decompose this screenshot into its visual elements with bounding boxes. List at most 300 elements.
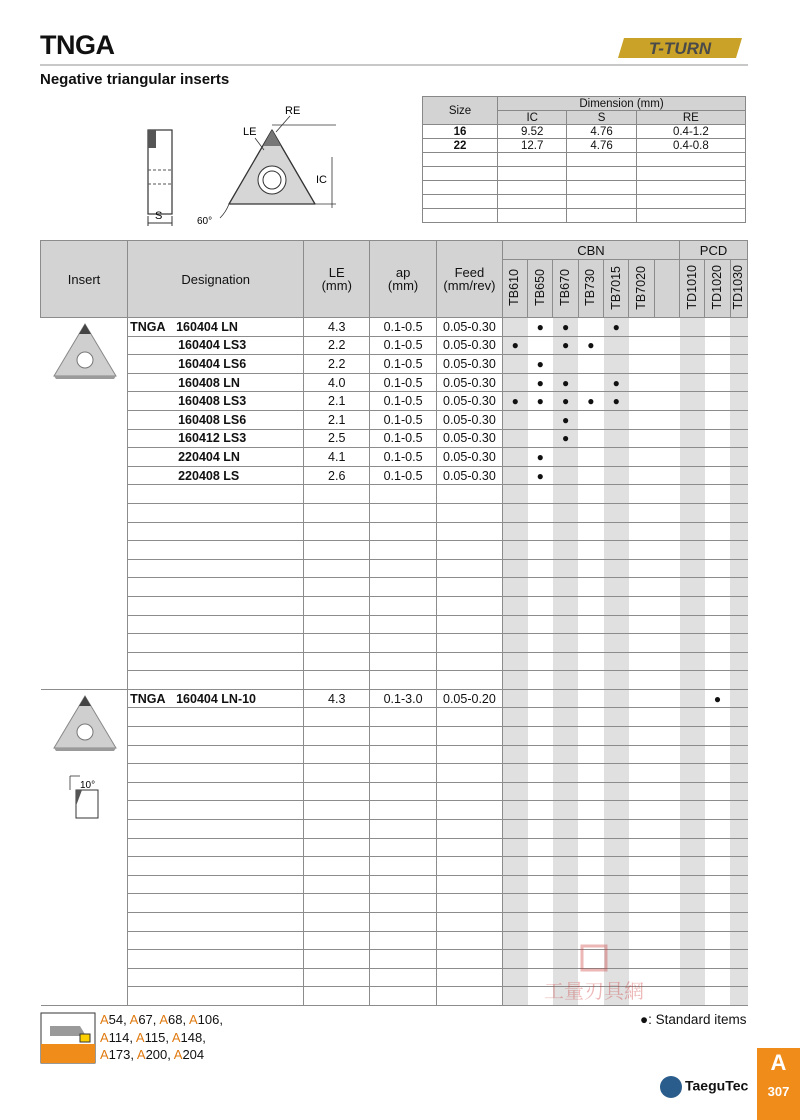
page-tab (757, 1048, 800, 1120)
grade-cell (730, 429, 747, 448)
grade-cell (553, 466, 578, 485)
grade-cell (680, 987, 705, 1006)
t-turn-logo (618, 34, 748, 62)
empty-cell (498, 209, 567, 223)
standard-item-dot: ● (612, 375, 620, 390)
grade-cell (629, 671, 654, 690)
feed-cell (437, 875, 503, 894)
feed-cell (437, 968, 503, 987)
grade-cell (680, 429, 705, 448)
header-le (304, 241, 370, 318)
grade-cell (604, 541, 629, 560)
grade-cell (629, 559, 654, 578)
grade-spacer-cell (654, 578, 679, 597)
grade-cell (502, 745, 527, 764)
grade-cell (578, 782, 603, 801)
grade-cell (680, 634, 705, 653)
designation-cell (128, 782, 304, 801)
grade-cell (502, 875, 527, 894)
reference-number[interactable]: 115 (144, 1029, 166, 1045)
grade-cell (680, 875, 705, 894)
grade-cell (528, 764, 553, 783)
size-header: Size (423, 97, 498, 125)
grade-spacer-cell (654, 634, 679, 653)
grade-cell (604, 689, 629, 708)
grade-cell (705, 671, 730, 690)
grade-cell (629, 541, 654, 560)
feed-cell (437, 987, 503, 1006)
grade-cell (680, 745, 705, 764)
le-cell (304, 671, 370, 690)
ap-cell: 0.1-0.5 (370, 336, 437, 355)
grade-cell (680, 689, 705, 708)
grade-cell (730, 708, 747, 727)
header-feed-label: Feed (454, 265, 485, 280)
grade-cell (680, 671, 705, 690)
grade-cell (528, 634, 553, 653)
feed-cell (437, 745, 503, 764)
standard-items-note: ●: Standard items (640, 1012, 747, 1027)
reference-prefix[interactable]: A (173, 1047, 183, 1062)
grade-cell (730, 894, 747, 913)
feed-cell (437, 801, 503, 820)
designation-cell (128, 615, 304, 634)
grade-cell (604, 801, 629, 820)
designation-cell (128, 950, 304, 969)
feed-cell (437, 634, 503, 653)
reference-number[interactable]: 67 (138, 1012, 153, 1027)
feed-cell (437, 485, 503, 504)
feed-cell (437, 578, 503, 597)
grade-cell (730, 541, 747, 560)
grade-cell (553, 671, 578, 690)
grade-cell (502, 801, 527, 820)
standard-item-dot: ● (561, 375, 570, 390)
grade-cell (680, 541, 705, 560)
feed-cell: 0.05-0.30 (437, 429, 503, 448)
grade-cell (730, 745, 747, 764)
designation-cell (128, 392, 304, 411)
dim-size: 22 (423, 139, 498, 153)
standard-item-dot: ● (536, 356, 544, 371)
table-row (41, 541, 748, 560)
grade-header (528, 260, 553, 318)
grade-spacer-cell (654, 838, 679, 857)
designation-cell (128, 801, 304, 820)
grade-cell (604, 875, 629, 894)
empty-cell (636, 195, 745, 209)
designation-cell (128, 708, 304, 727)
grade-cell (629, 318, 654, 337)
grade-cell (553, 764, 578, 783)
brand-icon (660, 1076, 682, 1098)
svg-text:T-TURN: T-TURN (648, 39, 712, 58)
empty-cell (636, 181, 745, 195)
grade-cell (629, 485, 654, 504)
designation-cell (128, 318, 304, 337)
grade-cell (553, 541, 578, 560)
grade-cell (680, 764, 705, 783)
grade-spacer-cell (654, 410, 679, 429)
grade-cell (553, 913, 578, 932)
ap-cell (370, 801, 437, 820)
empty-cell (423, 153, 498, 167)
grade-cell (578, 485, 603, 504)
reference-prefix[interactable]: A (136, 1047, 146, 1062)
feed-cell (437, 615, 503, 634)
grade-cell (705, 652, 730, 671)
grade-label: TB650 (532, 269, 547, 306)
grade-cell (629, 801, 654, 820)
ap-cell: 0.1-3.0 (370, 689, 437, 708)
grade-cell (705, 689, 730, 708)
grade-cell (528, 429, 553, 448)
reference-number[interactable]: 200 (145, 1047, 168, 1062)
designation-cell (128, 634, 304, 653)
header-insert: Insert (41, 241, 128, 318)
grade-cell (680, 968, 705, 987)
designation-code: 160404 LS6 (178, 356, 247, 371)
reference-number[interactable]: 173 (108, 1047, 131, 1062)
reference-prefix[interactable]: A (171, 1029, 181, 1045)
grade-cell (528, 820, 553, 839)
reference-number[interactable]: 114 (108, 1029, 130, 1045)
grade-cell (730, 392, 747, 411)
designation-cell (128, 541, 304, 560)
grade-cell (528, 727, 553, 746)
grade-cell (629, 448, 654, 467)
grade-cell (502, 727, 527, 746)
grade-header (705, 260, 730, 318)
ap-cell: 0.1-0.5 (370, 392, 437, 411)
designation-code: 160404 LN-10 (176, 691, 257, 706)
grade-cell (604, 578, 629, 597)
grade-spacer-cell (654, 615, 679, 634)
grade-cell (604, 596, 629, 615)
grade-cell (604, 503, 629, 522)
grade-cell (578, 392, 603, 411)
grade-cell (680, 782, 705, 801)
reference-prefix[interactable]: A (135, 1029, 145, 1045)
grade-cell (604, 559, 629, 578)
standard-item-dot: ● (536, 319, 544, 334)
designation-cell (128, 485, 304, 504)
grade-spacer-cell (654, 448, 679, 467)
ap-cell (370, 503, 437, 522)
empty-cell (567, 153, 636, 167)
grade-cell (578, 857, 603, 876)
grade-cell (502, 578, 527, 597)
reference-number[interactable]: 68 (167, 1012, 183, 1027)
reference-prefix[interactable]: A (100, 1012, 109, 1027)
grade-cell (502, 894, 527, 913)
grade-cell (578, 615, 603, 634)
reference-prefix[interactable]: A (129, 1012, 139, 1027)
le-cell: 2.1 (304, 410, 370, 429)
ap-cell (370, 727, 437, 746)
header-feed (437, 241, 503, 318)
grade-cell (730, 318, 747, 337)
grade-cell (502, 950, 527, 969)
empty-cell (567, 167, 636, 181)
grade-cell (604, 466, 629, 485)
grade-cell (680, 578, 705, 597)
grade-cell (730, 968, 747, 987)
le-cell: 2.2 (304, 355, 370, 374)
feed-cell: 0.05-0.30 (437, 318, 503, 337)
table-row (41, 410, 748, 429)
grade-cell (502, 485, 527, 504)
le-cell (304, 522, 370, 541)
grade-cell (553, 838, 578, 857)
standard-item-dot: ● (612, 319, 620, 334)
grade-cell (528, 615, 553, 634)
ap-cell (370, 857, 437, 876)
le-cell (304, 708, 370, 727)
le-cell (304, 764, 370, 783)
grade-cell (502, 857, 527, 876)
designation-cell (128, 466, 304, 485)
grade-cell (578, 503, 603, 522)
grade-spacer-cell (654, 541, 679, 560)
header-ap (370, 241, 437, 318)
designation-code: 160408 LS3 (178, 394, 247, 409)
header-designation: Designation (128, 241, 304, 318)
grade-cell (578, 355, 603, 374)
grade-cell (629, 429, 654, 448)
designation-code: 160408 LN (178, 375, 240, 390)
grade-cell (553, 782, 578, 801)
grade-label: TB7020 (634, 265, 649, 310)
designation-prefix: TNGA (130, 691, 166, 706)
grade-cell (629, 522, 654, 541)
grade-cell (553, 336, 578, 355)
grade-cell (680, 708, 705, 727)
grade-cell (578, 671, 603, 690)
le-cell: 2.2 (304, 336, 370, 355)
grade-cell (578, 801, 603, 820)
grade-cell (629, 634, 654, 653)
le-cell (304, 615, 370, 634)
grade-cell (604, 782, 629, 801)
grade-spacer-cell (654, 671, 679, 690)
grade-cell (502, 689, 527, 708)
grade-cell (578, 652, 603, 671)
col-s: S (567, 111, 636, 125)
grade-cell (680, 448, 705, 467)
empty-cell (636, 209, 745, 223)
designation-code: 220404 LN (178, 449, 240, 464)
designation-cell (128, 689, 304, 708)
grade-cell (629, 596, 654, 615)
grade-cell (553, 820, 578, 839)
grade-label: TD1010 (684, 265, 699, 310)
grade-cell (528, 466, 553, 485)
chamfer-angle-diagram (60, 772, 110, 822)
grade-cell (553, 448, 578, 467)
grade-cell (502, 838, 527, 857)
grade-cell (705, 596, 730, 615)
designation-cell (128, 913, 304, 932)
dim-s: 4.76 (567, 139, 636, 153)
reference-number[interactable]: 204 (182, 1047, 205, 1062)
designation-cell (128, 336, 304, 355)
grade-cell (705, 931, 730, 950)
grade-cell (528, 559, 553, 578)
grade-cell (629, 615, 654, 634)
ap-cell (370, 578, 437, 597)
grade-cell (705, 466, 730, 485)
le-cell (304, 894, 370, 913)
le-cell (304, 727, 370, 746)
grade-cell (553, 522, 578, 541)
grade-cell (629, 913, 654, 932)
grade-cell (680, 913, 705, 932)
grade-cell (553, 634, 578, 653)
grade-cell (502, 410, 527, 429)
grade-spacer-cell (654, 522, 679, 541)
grade-header (578, 260, 603, 318)
designation-cell (128, 448, 304, 467)
grade-cell (604, 355, 629, 374)
grade-cell (578, 727, 603, 746)
grade-cell (705, 485, 730, 504)
table-row (41, 559, 748, 578)
grade-cell (705, 318, 730, 337)
grade-cell (730, 355, 747, 374)
feed-cell: 0.05-0.30 (437, 410, 503, 429)
grade-cell (604, 857, 629, 876)
le-cell (304, 875, 370, 894)
grade-cell (553, 708, 578, 727)
grade-cell (730, 503, 747, 522)
grade-cell (502, 373, 527, 392)
grade-cell (730, 596, 747, 615)
page-subtitle: Negative triangular inserts (40, 71, 230, 88)
dim-size: 16 (423, 125, 498, 139)
reference-number[interactable]: 54 (108, 1012, 124, 1027)
grade-cell (604, 820, 629, 839)
grade-cell (502, 913, 527, 932)
reference-prefix[interactable]: A (159, 1012, 168, 1027)
grade-cell (730, 448, 747, 467)
grade-cell (705, 968, 730, 987)
grade-cell (604, 429, 629, 448)
designation-code: 220408 LS (178, 468, 240, 483)
reference-prefix[interactable]: A (100, 1029, 109, 1045)
grade-spacer-cell (654, 764, 679, 783)
table-row (41, 355, 748, 374)
table-row (41, 373, 748, 392)
grade-cell (680, 950, 705, 969)
grade-cell (629, 782, 654, 801)
grade-cell (705, 429, 730, 448)
feed-cell (437, 894, 503, 913)
chamfer-angle-label: 10° (80, 780, 96, 791)
s-label: S (155, 210, 163, 222)
grade-cell (705, 820, 730, 839)
designation-code: 160404 LN (176, 319, 238, 334)
reference-number[interactable]: 148 (180, 1029, 203, 1045)
grade-cell (578, 596, 603, 615)
table-row (41, 857, 748, 876)
grade-cell (730, 466, 747, 485)
feed-cell (437, 857, 503, 876)
empty-cell (423, 209, 498, 223)
ap-cell (370, 950, 437, 969)
feed-cell: 0.05-0.30 (437, 336, 503, 355)
grade-cell (578, 429, 603, 448)
feed-cell: 0.05-0.30 (437, 466, 503, 485)
grade-cell (730, 931, 747, 950)
dim-row (423, 125, 746, 139)
grade-spacer-cell (654, 727, 679, 746)
grade-cell (730, 820, 747, 839)
grade-cell (528, 857, 553, 876)
reference-number[interactable]: 106 (197, 1012, 220, 1027)
standard-item-dot: ● (612, 394, 620, 409)
grade-cell (629, 373, 654, 392)
ap-cell (370, 634, 437, 653)
grade-cell (578, 764, 603, 783)
standard-item-dot: ● (536, 394, 544, 409)
grade-header (502, 260, 527, 318)
le-cell (304, 652, 370, 671)
grade-spacer-cell (654, 652, 679, 671)
grade-cell (629, 745, 654, 764)
reference-prefix[interactable]: A (100, 1047, 109, 1062)
designation-code: 160408 LS6 (178, 412, 247, 427)
grade-cell (528, 596, 553, 615)
grade-cell (578, 373, 603, 392)
grade-cell (604, 522, 629, 541)
reference-prefix[interactable]: A (188, 1012, 198, 1027)
le-cell: 2.6 (304, 466, 370, 485)
grade-cell (528, 485, 553, 504)
ap-cell: 0.1-0.5 (370, 466, 437, 485)
le-cell (304, 801, 370, 820)
grade-cell (629, 355, 654, 374)
grade-cell (705, 913, 730, 932)
page-title: TNGA (40, 30, 115, 60)
le-cell: 4.3 (304, 318, 370, 337)
grade-cell (705, 336, 730, 355)
le-cell: 4.0 (304, 373, 370, 392)
feed-cell (437, 913, 503, 932)
grade-cell (705, 838, 730, 857)
ap-cell (370, 559, 437, 578)
grade-cell (502, 336, 527, 355)
header-ap-label: ap (395, 265, 411, 280)
grade-spacer-cell (654, 708, 679, 727)
designation-cell (128, 559, 304, 578)
table-row (41, 466, 748, 485)
ap-cell: 0.1-0.5 (370, 318, 437, 337)
table-row (41, 913, 748, 932)
grade-cell (705, 708, 730, 727)
dim-ic: 9.52 (498, 125, 567, 139)
grade-cell (604, 485, 629, 504)
grade-cell (730, 373, 747, 392)
grade-cell (578, 578, 603, 597)
standard-item-dot: ● (713, 691, 722, 706)
grade-cell (553, 503, 578, 522)
grade-cell (553, 355, 578, 374)
feed-cell: 0.05-0.30 (437, 373, 503, 392)
grade-cell (680, 392, 705, 411)
grade-cell (730, 578, 747, 597)
grade-cell (629, 466, 654, 485)
